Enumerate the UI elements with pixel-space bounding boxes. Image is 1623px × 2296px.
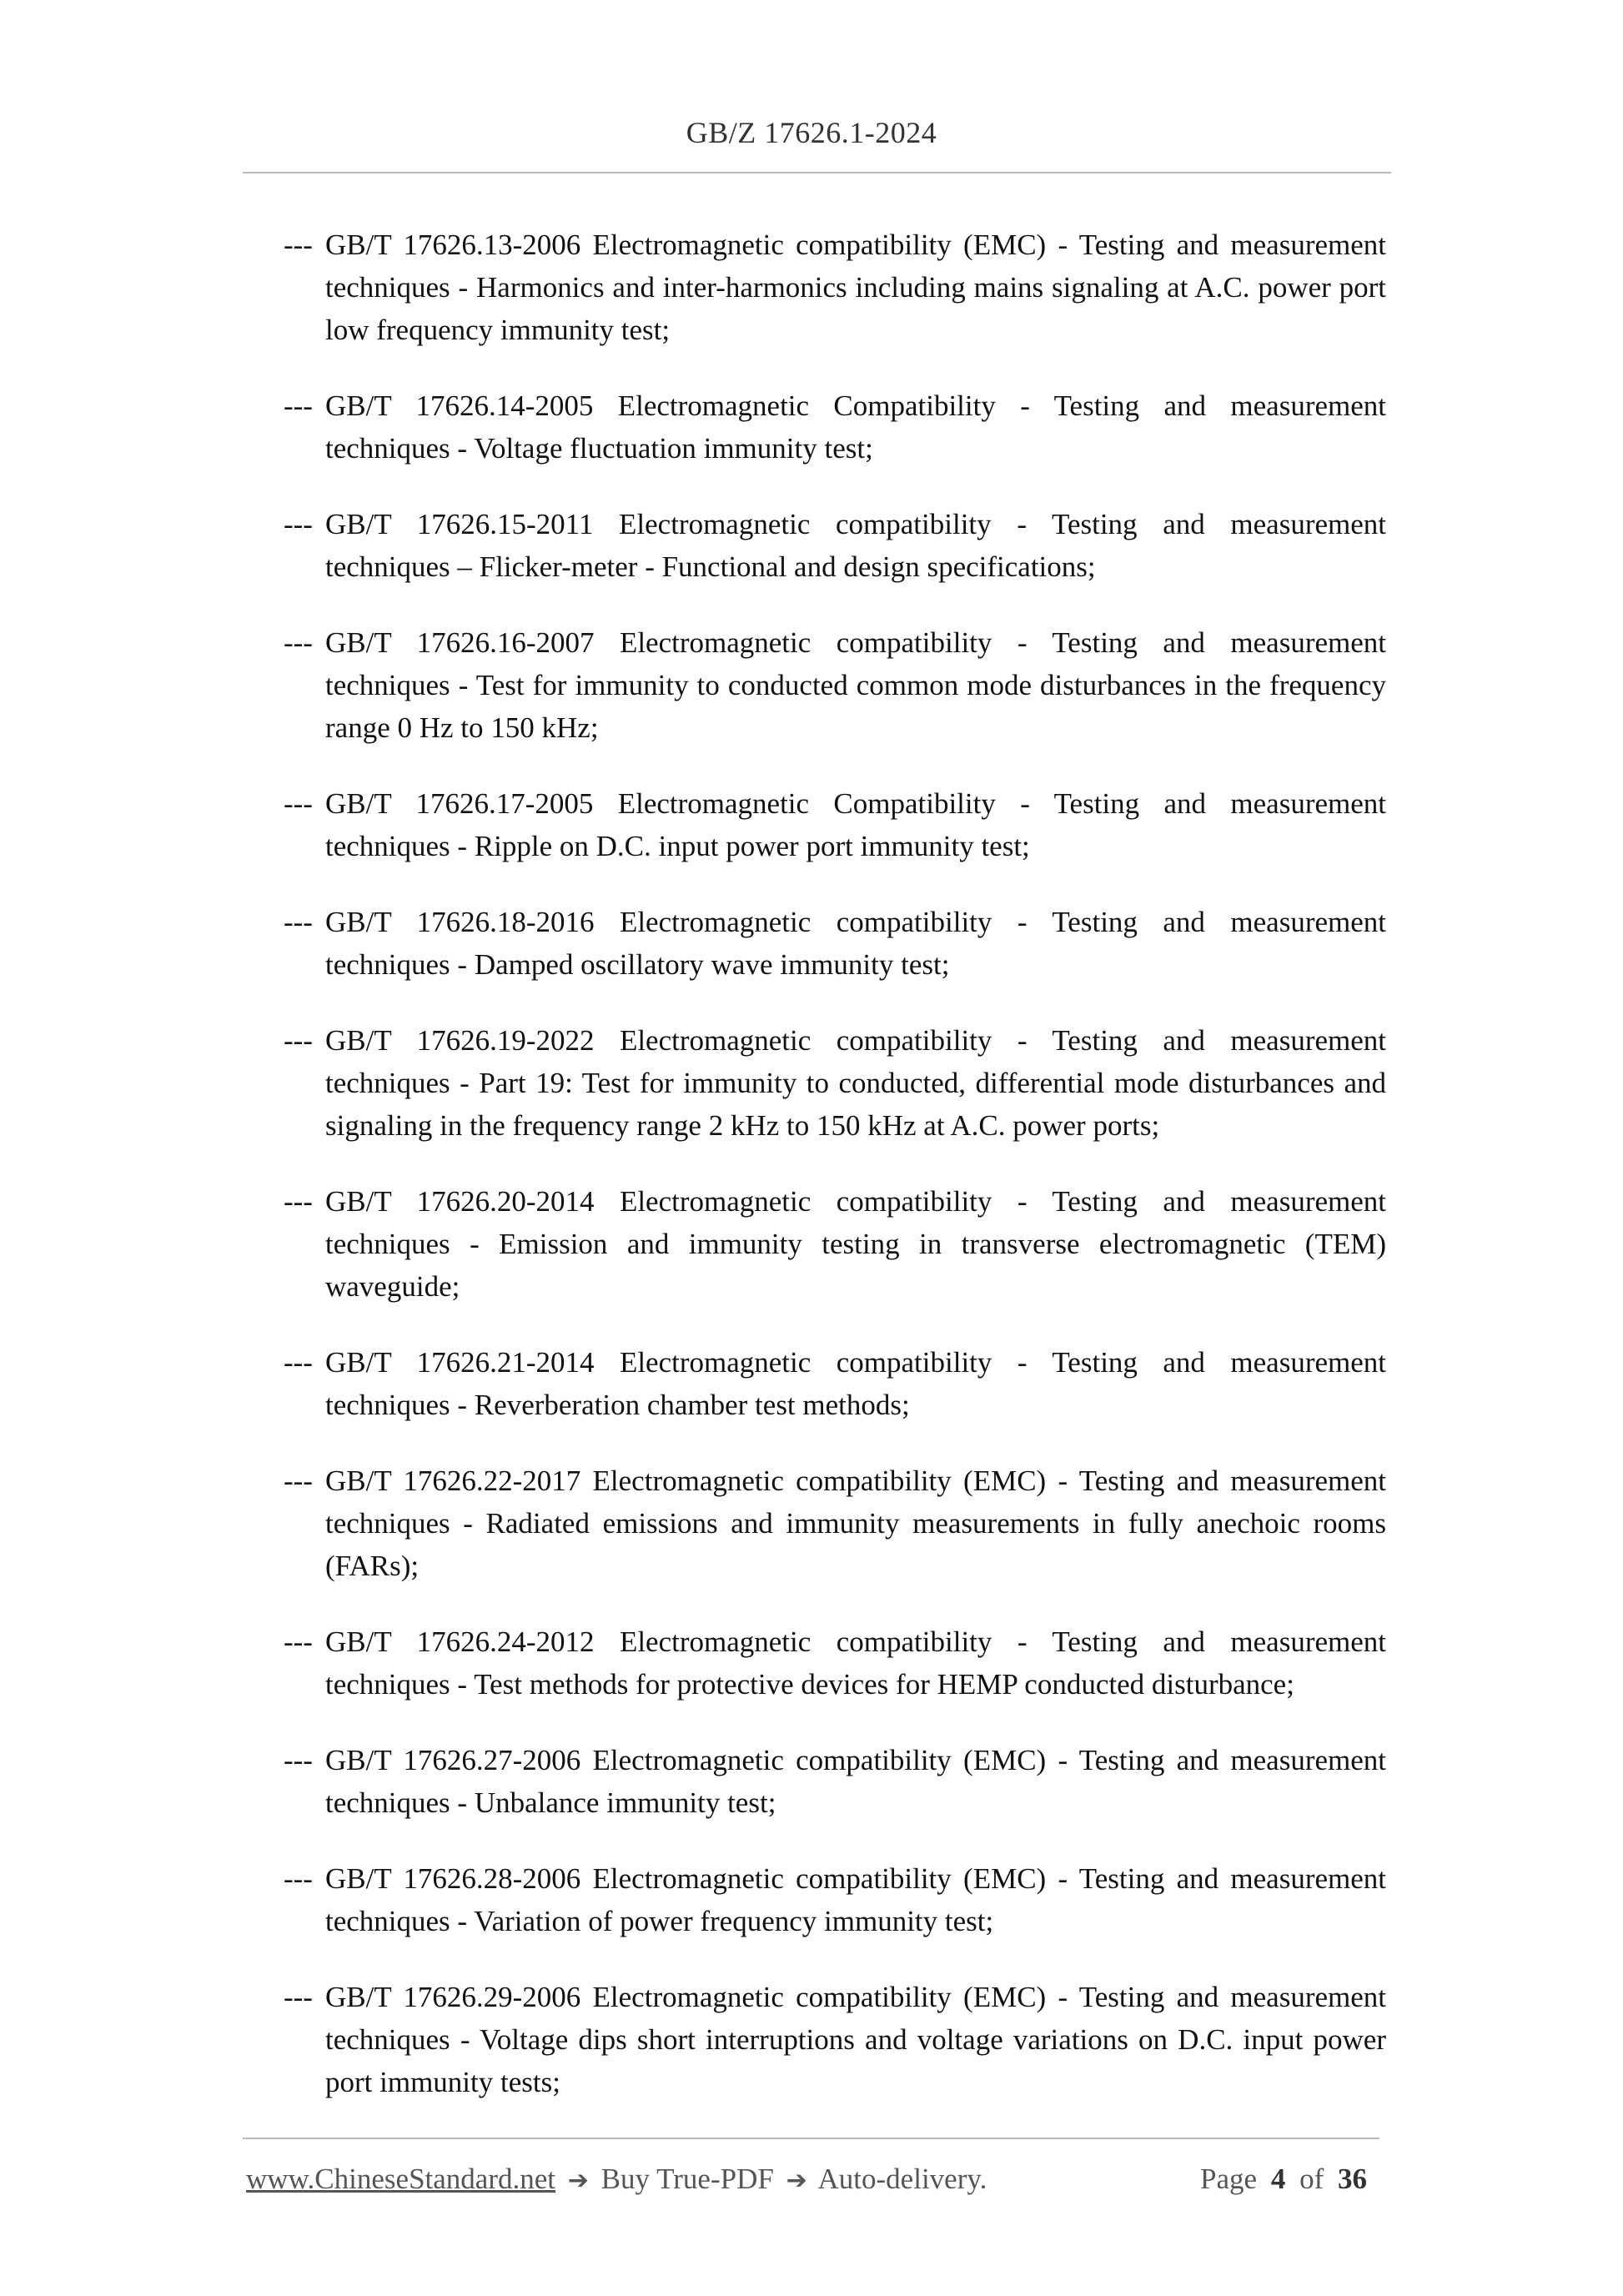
reference-text: GB/T 17626.29-2006 Electromagnetic compatibility (EMC) - Testing and measurement techniques - Voltage dips short interruptions and voltage variations on D.C. input power port immunity tests; (325, 1981, 1386, 2098)
reference-text: GB/T 17626.13-2006 Electromagnetic compatibility (EMC) - Testing and measurement techniques - Harmonics and inter-harmonics including mains signaling at A.C. power port low frequency immunity test; (325, 229, 1386, 346)
reference-text: GB/T 17626.19-2022 Electromagnetic compatibility - Testing and measurement techniques - Part 19: Test for immunity to conducted, differential mode disturbances and signaling in the frequency range 2 kHz to 150 kHz at A.C. power ports; (325, 1024, 1386, 1142)
reference-item (284, 503, 1386, 588)
reference-item (284, 1620, 1386, 1706)
reference-dash: --- (284, 1744, 313, 1776)
reference-text: GB/T 17626.17-2005 Electromagnetic Compatibility - Testing and measurement techniques - Ripple on D.C. input power port immunity test; (325, 787, 1386, 862)
reference-item (284, 1019, 1386, 1147)
reference-dash: --- (284, 508, 313, 540)
reference-dash: --- (284, 626, 313, 659)
page-indicator (1200, 2158, 1374, 2200)
reference-item (284, 901, 1386, 986)
reference-item (284, 621, 1386, 749)
reference-item (284, 1857, 1386, 1942)
reference-item (284, 224, 1386, 351)
footer-divider (243, 2138, 1379, 2139)
page-total: 36 (1338, 2163, 1367, 2195)
reference-item (284, 782, 1386, 867)
of-label: of (1299, 2163, 1324, 2195)
reference-item (284, 1976, 1386, 2103)
reference-dash: --- (284, 1024, 313, 1057)
page-footer (246, 2158, 1380, 2200)
normative-reference-list (284, 224, 1386, 2137)
right-arrow-icon: ➔ (786, 2166, 807, 2195)
page-label: Page (1200, 2163, 1258, 2195)
right-arrow-icon: ➔ (567, 2166, 589, 2195)
reference-text: GB/T 17626.22-2017 Electromagnetic compatibility (EMC) - Testing and measurement techniques - Radiated emissions and immunity measurements in fully anechoic rooms (FARs); (325, 1465, 1386, 1582)
page-header: GB/Z 17626.1-2024 (686, 116, 937, 149)
footer-promo (246, 2158, 987, 2202)
reference-item (284, 1739, 1386, 1824)
reference-text: GB/T 17626.15-2011 Electromagnetic compatibility - Testing and measurement techniques – Flicker-meter - Functional and design specifications; (325, 508, 1386, 583)
reference-dash: --- (284, 229, 313, 261)
reference-dash: --- (284, 1465, 313, 1497)
page-number: 4 (1270, 2163, 1286, 2195)
buy-text: Buy True-PDF (600, 2163, 774, 2195)
reference-text: GB/T 17626.21-2014 Electromagnetic compatibility - Testing and measurement techniques - Reverberation chamber test methods; (325, 1346, 1386, 1421)
reference-text: GB/T 17626.24-2012 Electromagnetic compatibility - Testing and measurement techniques - Test methods for protective devices for HEMP conducted disturbance; (325, 1625, 1386, 1701)
reference-text: GB/T 17626.28-2006 Electromagnetic compatibility (EMC) - Testing and measurement techniques - Variation of power frequency immunity test; (325, 1862, 1386, 1937)
reference-dash: --- (284, 1346, 313, 1379)
reference-text: GB/T 17626.27-2006 Electromagnetic compatibility (EMC) - Testing and measurement techniques - Unbalance immunity test; (325, 1744, 1386, 1819)
reference-dash: --- (284, 389, 313, 422)
reference-dash: --- (284, 1625, 313, 1658)
reference-dash: --- (284, 787, 313, 820)
delivery-text: Auto-delivery. (817, 2163, 987, 2195)
header-divider (243, 172, 1391, 173)
reference-dash: --- (284, 1185, 313, 1218)
reference-item (284, 1459, 1386, 1587)
reference-text: GB/T 17626.18-2016 Electromagnetic compatibility - Testing and measurement techniques - Damped oscillatory wave immunity test; (325, 906, 1386, 981)
reference-item (284, 1180, 1386, 1308)
reference-text: GB/T 17626.16-2007 Electromagnetic compatibility - Testing and measurement techniques - Test for immunity to conducted common mode disturbances in the frequency range 0 Hz to 150 kHz; (325, 626, 1386, 744)
site-link[interactable]: www.ChineseStandard.net (246, 2163, 555, 2195)
reference-dash: --- (284, 1862, 313, 1895)
reference-dash: --- (284, 906, 313, 938)
reference-text: GB/T 17626.20-2014 Electromagnetic compatibility - Testing and measurement techniques - Emission and immunity testing in transverse electromagnetic (TEM) waveguide; (325, 1185, 1386, 1303)
reference-dash: --- (284, 1981, 313, 2013)
reference-item (284, 1341, 1386, 1426)
reference-item (284, 384, 1386, 470)
reference-text: GB/T 17626.14-2005 Electromagnetic Compatibility - Testing and measurement techniques - Voltage fluctuation immunity test; (325, 389, 1386, 465)
